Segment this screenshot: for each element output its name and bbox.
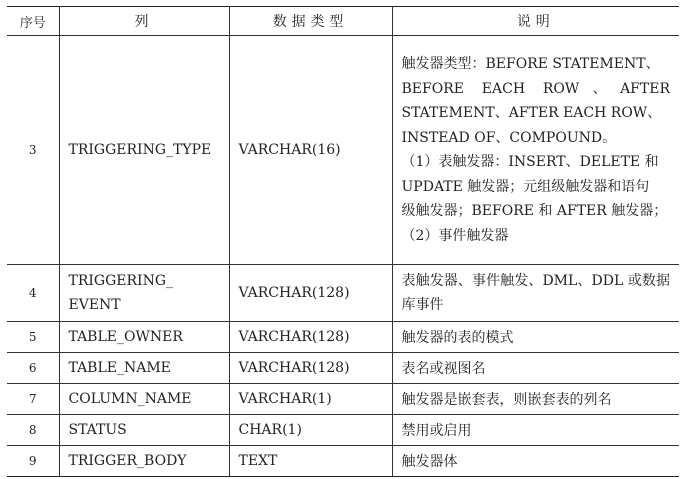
table-row — [7, 384, 679, 415]
description-line: （2）事件触发器 — [401, 227, 509, 244]
cell-column: COLUMN_NAME — [59, 384, 229, 415]
cell-column-line: EVENT — [68, 297, 121, 313]
table-header-row — [7, 7, 679, 36]
cell-column: STATUS — [59, 415, 229, 446]
description-line: INSTEAD OF、COMPOUND。 — [401, 129, 617, 146]
table-row — [7, 36, 679, 265]
cell-data-type: TEXT — [229, 446, 392, 477]
cell-column: TABLE_OWNER — [59, 322, 229, 353]
description-line: 级触发器；BEFORE 和 AFTER 触发器； — [401, 203, 668, 219]
table-row — [7, 265, 679, 322]
cell-index: 9 — [7, 446, 59, 477]
cell-description: 触发器是嵌套表，则嵌套表的列名 — [392, 384, 679, 415]
description-line: STATEMENT、AFTER EACH ROW、 — [401, 105, 662, 121]
cell-description: 触发器体 — [392, 446, 679, 477]
header-data-type: 数据类型 — [229, 7, 392, 36]
table-row — [7, 446, 679, 477]
header-description: 说明 — [392, 7, 679, 36]
cell-index: 5 — [7, 322, 59, 353]
cell-data-type: VARCHAR(1) — [229, 384, 392, 415]
header-column: 列 — [59, 7, 229, 36]
cell-column — [59, 265, 229, 322]
description-line: 触发器类型：BEFORE STATEMENT、 — [401, 56, 660, 72]
cell-column: TABLE_NAME — [59, 353, 229, 384]
description-line: UPDATE 触发器；元组级触发器和语句 — [401, 178, 650, 195]
cell-index: 8 — [7, 415, 59, 446]
cell-description — [392, 36, 679, 265]
cell-description: 表名或视图名 — [392, 353, 679, 384]
column-description-table — [7, 6, 679, 477]
cell-data-type: VARCHAR(128) — [229, 353, 392, 384]
cell-data-type: CHAR(1) — [229, 415, 392, 446]
description-line: BEFORE EACH ROW、AFTER — [401, 80, 670, 97]
cell-index: 6 — [7, 353, 59, 384]
cell-column: TRIGGERING_TYPE — [59, 36, 229, 265]
cell-column: TRIGGER_BODY — [59, 446, 229, 477]
cell-index: 4 — [7, 265, 59, 322]
cell-index: 7 — [7, 384, 59, 415]
cell-data-type: VARCHAR(16) — [229, 36, 392, 265]
table-row — [7, 415, 679, 446]
cell-description: 禁用或启用 — [392, 415, 679, 446]
cell-data-type: VARCHAR(128) — [229, 265, 392, 322]
table-row — [7, 353, 679, 384]
cell-description: 表触发器、事件触发、DML、DDL 或数据库事件 — [392, 265, 679, 322]
cell-column-line: TRIGGERING_ — [68, 273, 174, 289]
table-row — [7, 322, 679, 353]
description-line: （1）表触发器：INSERT、DELETE 和 — [401, 154, 659, 170]
cell-index: 3 — [7, 36, 59, 265]
cell-data-type: VARCHAR(128) — [229, 322, 392, 353]
header-index: 序号 — [7, 7, 59, 36]
cell-description: 触发器的表的模式 — [392, 322, 679, 353]
